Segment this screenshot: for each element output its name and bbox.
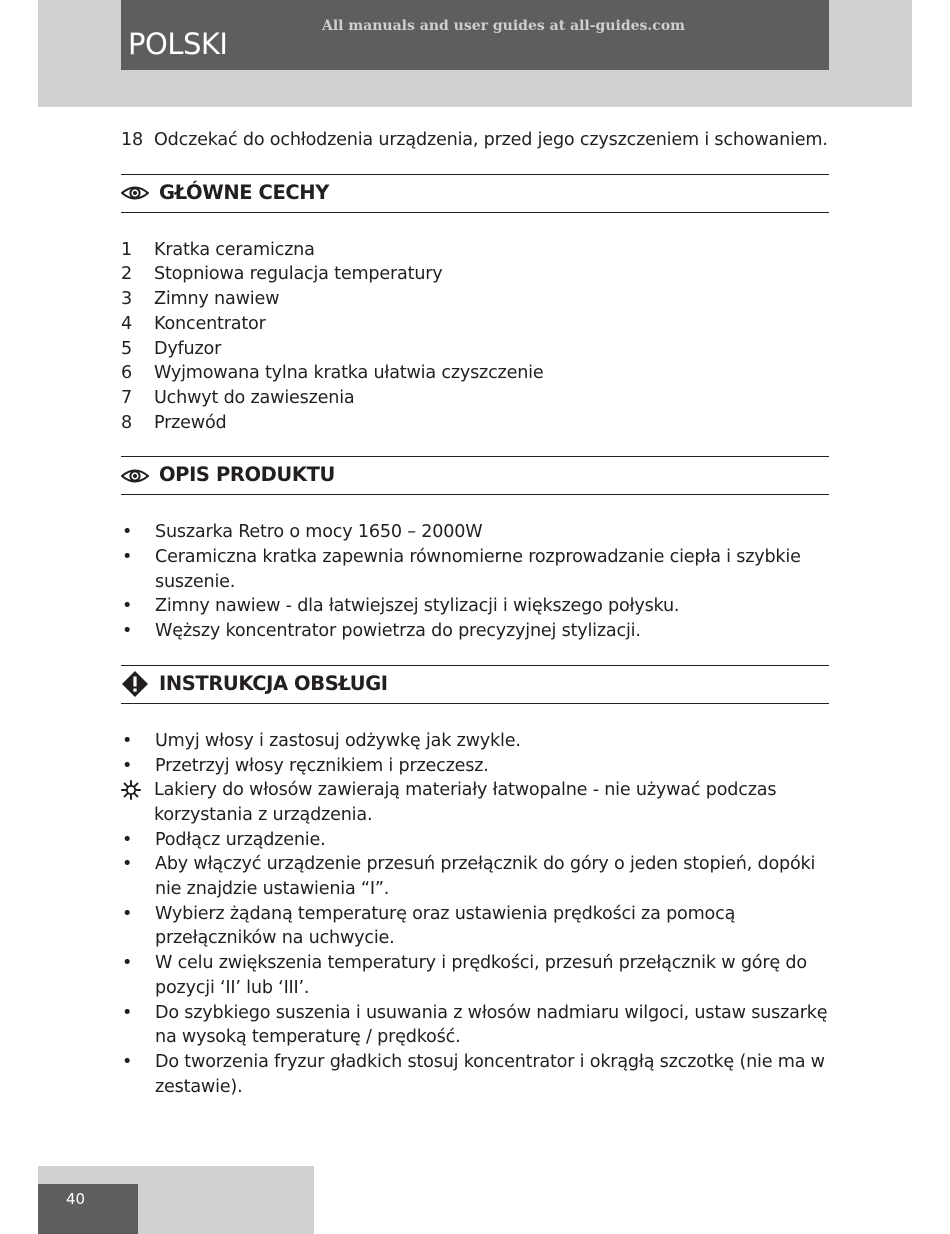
section-header-features — [121, 174, 829, 213]
bullet-item — [121, 1001, 829, 1050]
bullet-marker: • — [122, 730, 133, 751]
flammable-star-icon — [121, 778, 154, 827]
section-title: INSTRUKCJA OBSŁUGI — [159, 671, 388, 695]
item-number: 4 — [121, 313, 132, 334]
item-text: Wyjmowana tylna kratka ułatwia czyszczenie — [154, 363, 544, 384]
bullet-marker: • — [122, 953, 133, 974]
list-item — [121, 411, 829, 436]
list-item — [121, 386, 829, 411]
section-header-description — [121, 456, 829, 495]
watermark-text: All manuals and user guides at all-guides.com — [322, 18, 685, 34]
item-number: 3 — [121, 289, 132, 310]
item-text: Uchwyt do zawieszenia — [154, 387, 355, 408]
item-number: 18 — [121, 130, 143, 150]
item-number: 8 — [121, 412, 132, 433]
item-text: Do tworzenia fryzur gładkich stosuj koncentrator i okrągłą szczotkę (nie ma w zestawie). — [155, 1051, 825, 1097]
page-content — [121, 128, 829, 1099]
bullet-marker: • — [122, 1002, 133, 1023]
item-text: Zimny nawiew - dla łatwiejszej stylizacji i większego połysku. — [155, 596, 680, 617]
list-item — [121, 287, 829, 312]
item-text: Do szybkiego suszenia i usuwania z włosów nadmiaru wilgoci, ustaw suszarkę na wysoką temperaturę / prędkość. — [155, 1002, 828, 1048]
bullet-item — [121, 951, 829, 1000]
list-item — [121, 262, 829, 287]
item-number: 1 — [121, 239, 132, 260]
bullet-item — [121, 1050, 829, 1099]
description-list — [121, 520, 829, 644]
bullet-marker: • — [122, 522, 133, 543]
bullet-item — [121, 754, 829, 779]
bullet-item — [121, 545, 829, 594]
bullet-marker: • — [122, 596, 133, 617]
page-number-tab — [38, 1184, 138, 1234]
bullet-item — [121, 828, 829, 853]
warning-item — [121, 778, 829, 827]
item-text: Stopniowa regulacja temperatury — [154, 264, 443, 285]
list-item — [121, 361, 829, 386]
item-text: Przetrzyj włosy ręcznikiem i przeczesz. — [155, 755, 489, 776]
bullet-item — [121, 729, 829, 754]
item-text: Ceramiczna kratka zapewnia równomierne rozprowadzanie ciepła i szybkie suszenie. — [155, 547, 801, 592]
item-text: W celu zwiększenia temperatury i prędkości, przesuń przełącznik w górę do pozycji ‘II’ lub ‘III’. — [155, 953, 807, 998]
item-text: Dyfuzor — [154, 338, 222, 359]
list-item — [121, 337, 829, 362]
instructions-list — [121, 729, 829, 1100]
section-header-instructions — [121, 665, 829, 704]
list-item — [121, 238, 829, 263]
bullet-item — [121, 902, 829, 951]
bullet-item — [121, 594, 829, 619]
item-number: 5 — [121, 338, 132, 359]
bullet-marker: • — [122, 755, 133, 776]
page-number: 40 — [66, 1190, 86, 1208]
bullet-item — [121, 852, 829, 901]
bullet-item — [121, 619, 829, 644]
item-number: 6 — [121, 363, 132, 384]
language-label: POLSKI — [128, 27, 228, 61]
item-text: Wybierz żądaną temperaturę oraz ustawienia prędkości za pomocą przełączników na uchwycie. — [155, 903, 736, 949]
item-text: Koncentrator — [154, 313, 266, 334]
bullet-marker: • — [122, 1051, 133, 1072]
intro-list-item — [121, 128, 829, 153]
section-title: GŁÓWNE CECHY — [159, 180, 329, 204]
bullet-marker: • — [122, 903, 133, 924]
item-text: Suszarka Retro o mocy 1650 – 2000W — [155, 522, 483, 543]
item-text: Aby włączyć urządzenie przesuń przełącznik do góry o jeden stopień, dopóki nie znajdzie ustawienia “I”. — [155, 854, 816, 900]
item-number: 7 — [121, 387, 132, 408]
features-list — [121, 238, 829, 436]
item-text: Lakiery do włosów zawierają materiały łatwopalne - nie używać podczas korzystania z urządzenia. — [154, 780, 777, 825]
bullet-marker: • — [122, 621, 133, 642]
item-text: Zimny nawiew — [154, 289, 280, 310]
bullet-marker: • — [122, 854, 133, 875]
item-text: Umyj włosy i zastosuj odżywkę jak zwykle. — [155, 730, 521, 751]
section-title: OPIS PRODUKTU — [159, 463, 335, 487]
bullet-item — [121, 520, 829, 545]
warning-diamond-icon — [121, 670, 159, 698]
item-number: 2 — [121, 264, 132, 285]
eye-icon — [121, 185, 159, 201]
bullet-marker: • — [122, 829, 133, 850]
bullet-marker: • — [122, 547, 133, 568]
item-text: Przewód — [154, 412, 227, 433]
item-text: Podłącz urządzenie. — [155, 829, 326, 850]
item-text: Węższy koncentrator powietrza do precyzyjnej stylizacji. — [155, 621, 641, 642]
item-text: Odczekać do ochłodzenia urządzenia, przed jego czyszczeniem i schowaniem. — [154, 130, 828, 150]
eye-icon — [121, 468, 159, 484]
list-item — [121, 312, 829, 337]
item-text: Kratka ceramiczna — [154, 239, 315, 260]
